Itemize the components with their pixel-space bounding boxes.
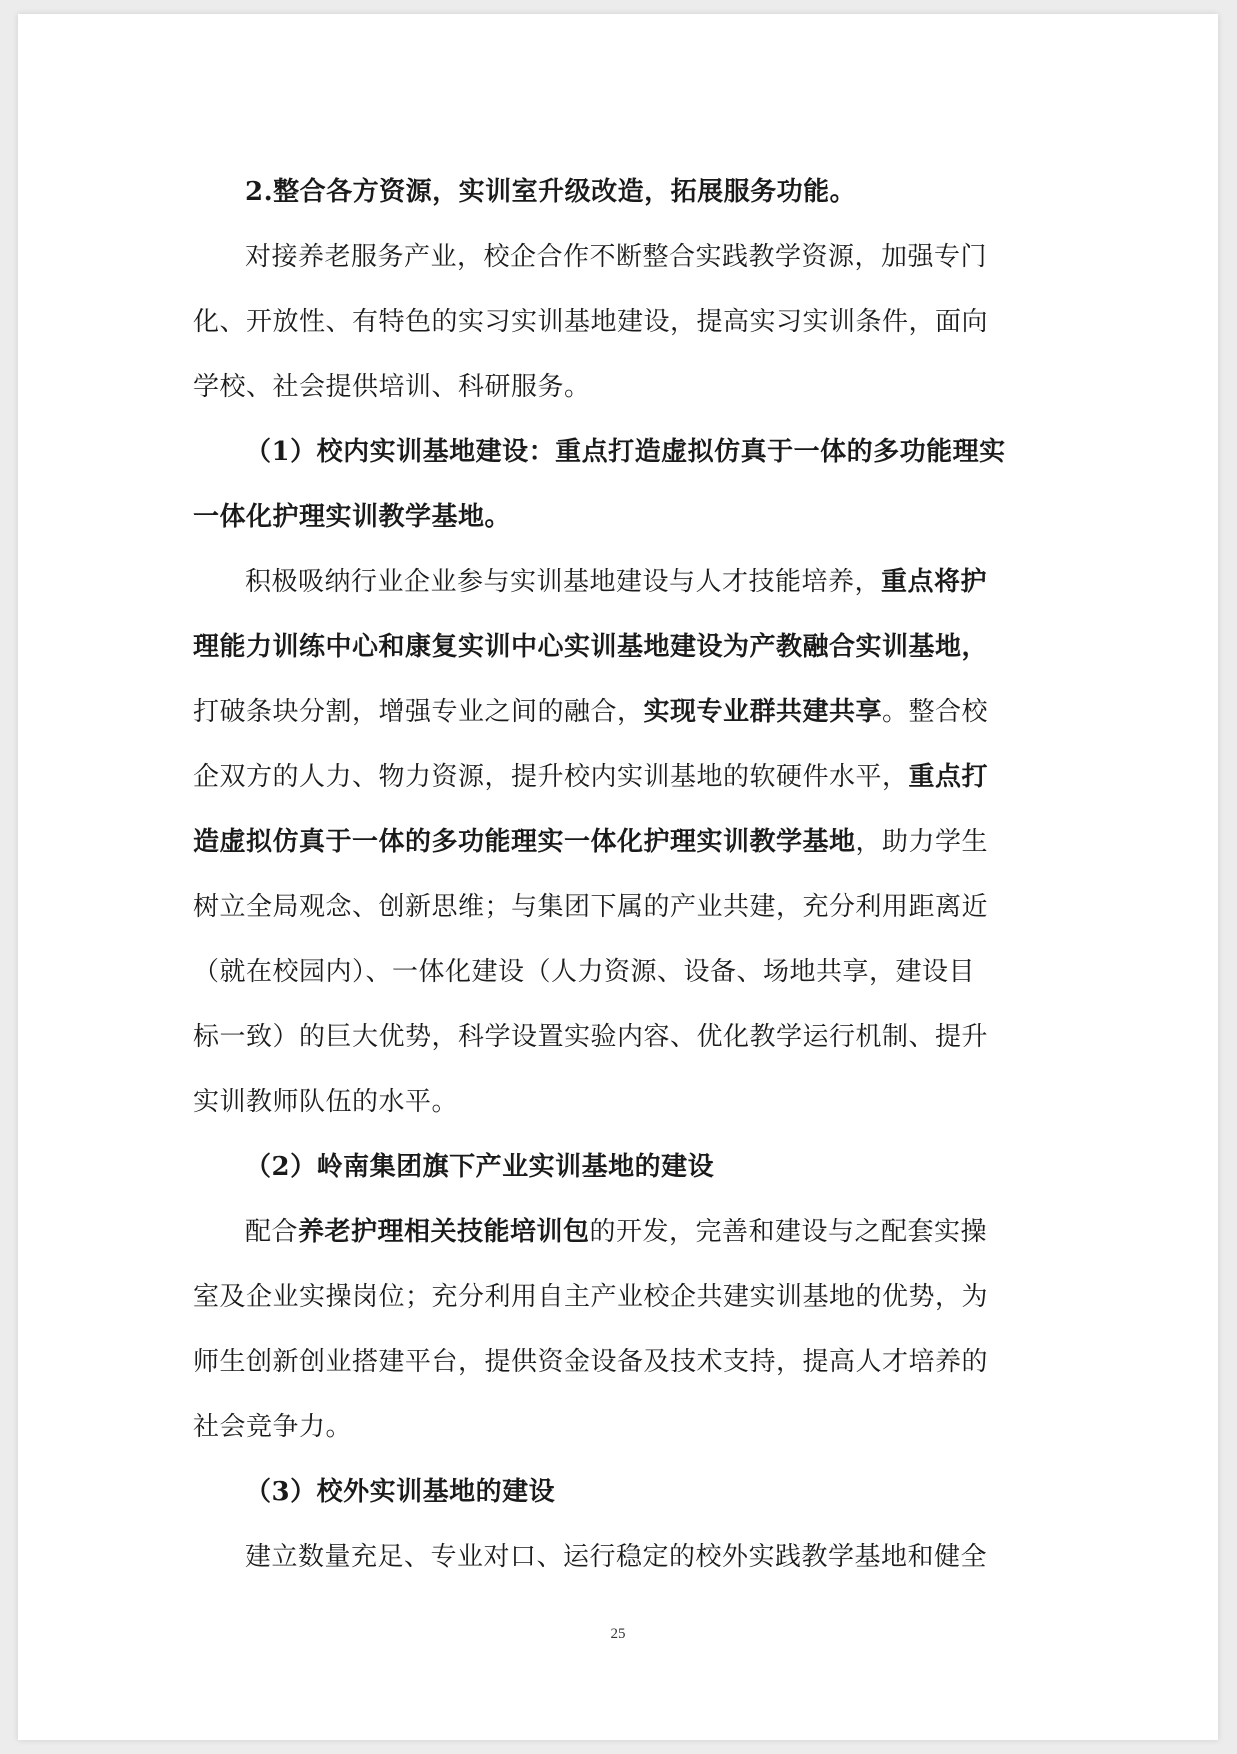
text-line — [193, 1330, 989, 1395]
bold-text-segment: （3）校外实训基地的建设 — [245, 1477, 556, 1507]
text-line — [193, 420, 1006, 485]
text-line — [193, 940, 976, 1005]
bold-text-segment: 重点打 — [908, 762, 989, 792]
text-segment: 。整合校 — [882, 697, 989, 727]
bold-text-segment: 养老护理相关技能培训包 — [298, 1217, 590, 1247]
bold-text-segment: 重点将护 — [881, 567, 988, 597]
text-line — [193, 680, 989, 745]
page-number: 25 — [610, 1626, 626, 1642]
bold-text-segment: 2.整合各方资源，实训室升级改造，拓展服务功能。 — [245, 177, 857, 207]
bold-text-segment: （2）岭南集团旗下产业实训基地的建设 — [245, 1152, 715, 1182]
text-line — [193, 1070, 973, 1135]
bold-text-segment: （1）校内实训基地建设：重点打造虚拟仿真于一体的多功能理实 — [245, 437, 1006, 467]
text-segment: 建立数量充足、专业对口、运行稳定的校外实践教学基地和健全 — [245, 1542, 988, 1572]
text-segment: 对接养老服务产业，校企合作不断整合实践教学资源，加强专门 — [245, 242, 988, 272]
text-segment: 化、开放性、有特色的实习实训基地建设，提高实习实训条件，面向 — [193, 307, 989, 337]
text-line — [193, 810, 989, 875]
text-line — [193, 745, 989, 810]
text-line — [193, 1135, 973, 1200]
text-segment: 企双方的人力、物力资源，提升校内实训基地的软硬件水平， — [193, 762, 909, 792]
bold-text-segment: 理能力训练中心和康复实训中心实训基地建设为产教融合实训基地， — [193, 632, 989, 662]
text-segment: 学校、社会提供培训、科研服务。 — [193, 372, 591, 402]
text-segment: ，助力学生 — [855, 827, 989, 857]
text-line — [193, 355, 973, 420]
text-line — [193, 615, 989, 680]
text-segment: 室及企业实操岗位；充分利用自主产业校企共建实训基地的优势，为 — [193, 1282, 989, 1312]
bold-text-segment: 实现专业群共建共享 — [643, 697, 883, 727]
text-line — [193, 1395, 973, 1460]
text-segment: 配合 — [245, 1217, 299, 1247]
text-line — [193, 550, 988, 615]
text-segment: 的开发，完善和建设与之配套实操 — [589, 1217, 988, 1247]
text-line — [193, 1460, 973, 1525]
text-line — [193, 485, 973, 550]
text-line — [193, 160, 973, 225]
text-segment: （就在校园内）、一体化建设（人力资源、设备、场地共享，建设目 — [193, 957, 976, 987]
text-line — [193, 875, 989, 940]
text-segment: 标一致）的巨大优势，科学设置实验内容、优化教学运行机制、提升 — [193, 1022, 989, 1052]
text-line — [193, 1005, 989, 1070]
text-segment: 实训教师队伍的水平。 — [193, 1087, 459, 1117]
document-page — [18, 14, 1218, 1740]
text-line — [193, 1200, 988, 1265]
text-segment: 社会竞争力。 — [193, 1412, 353, 1442]
text-line — [193, 225, 988, 290]
text-line — [193, 1265, 989, 1330]
bold-text-segment: 一体化护理实训教学基地。 — [193, 502, 512, 532]
text-segment: 积极吸纳行业企业参与实训基地建设与人才技能培养， — [245, 567, 882, 597]
bold-text-segment: 造虚拟仿真于一体的多功能理实一体化护理实训教学基地 — [193, 827, 856, 857]
text-line — [193, 1525, 988, 1590]
text-segment: 师生创新创业搭建平台，提供资金设备及技术支持，提高人才培养的 — [193, 1347, 989, 1377]
text-segment: 打破条块分割，增强专业之间的融合， — [193, 697, 644, 727]
document-body — [193, 160, 1006, 1590]
text-segment: 树立全局观念、创新思维；与集团下属的产业共建，充分利用距离近 — [193, 892, 989, 922]
text-line — [193, 290, 989, 355]
